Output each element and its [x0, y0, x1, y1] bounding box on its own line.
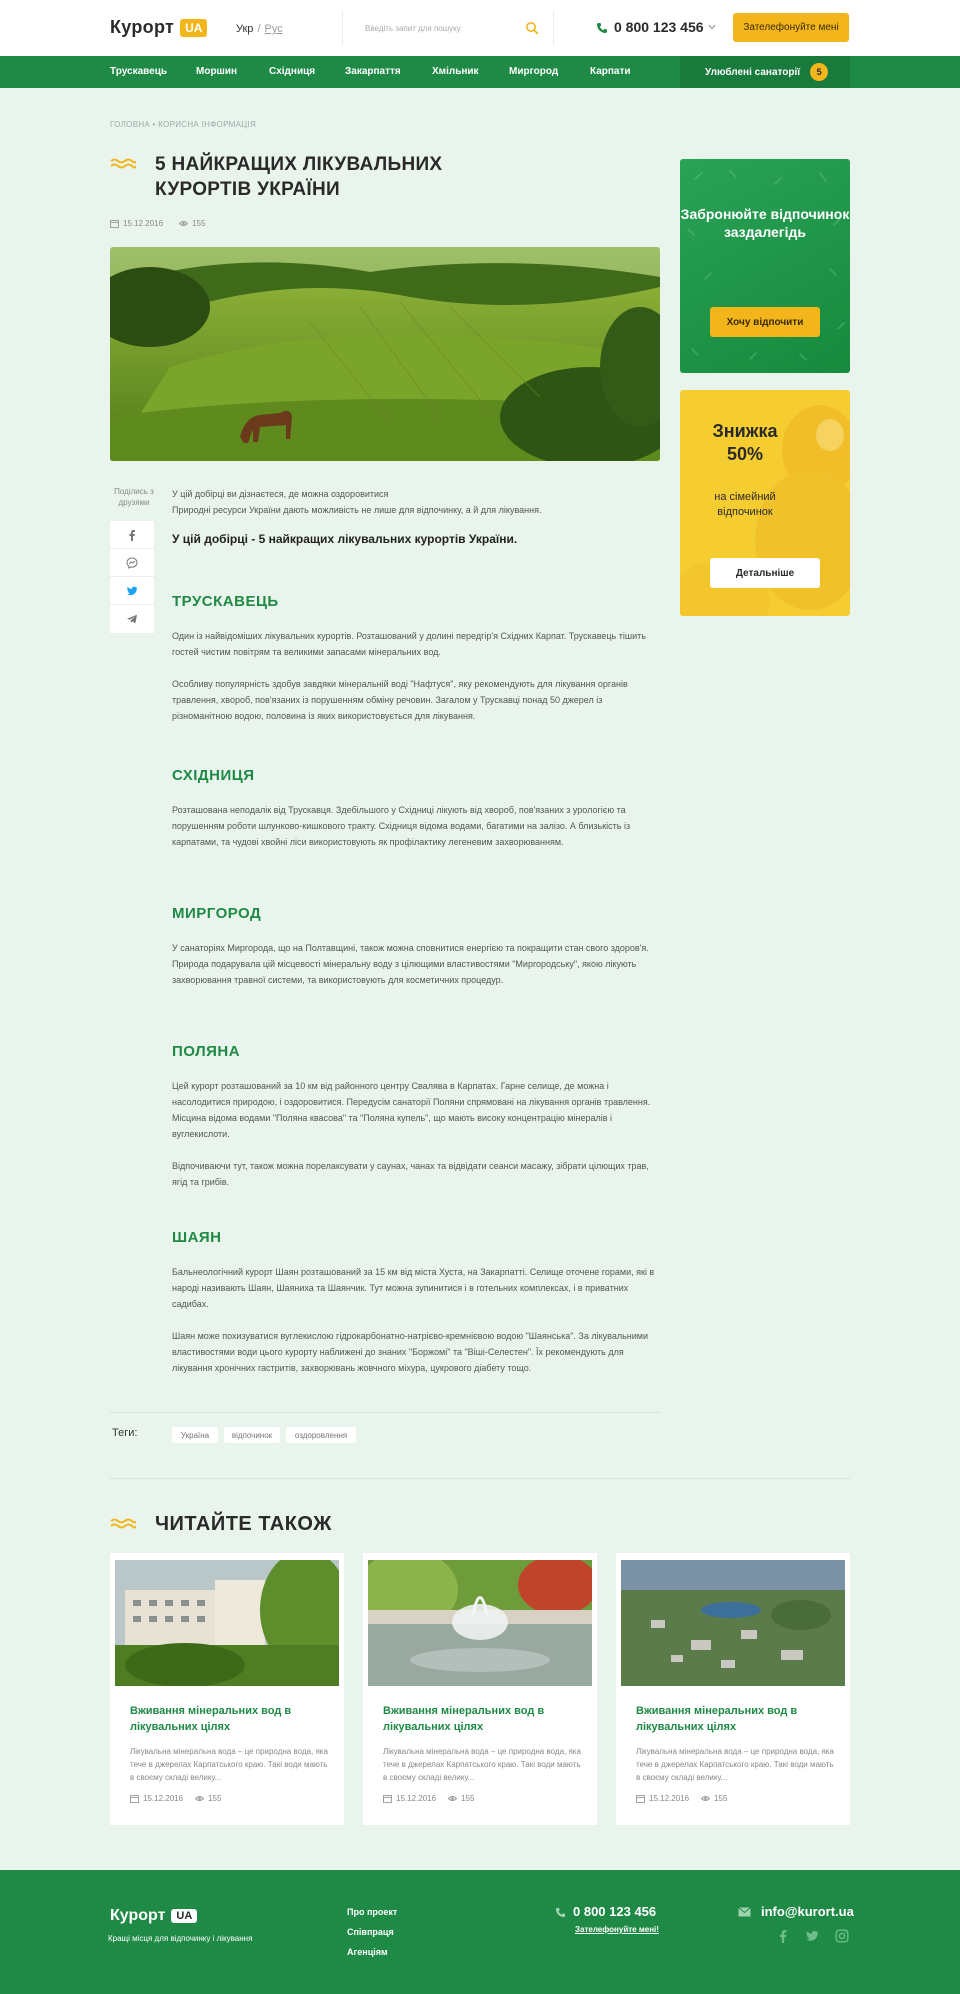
divider [110, 1478, 850, 1479]
wave-icon [110, 1518, 136, 1532]
search-icon[interactable] [525, 21, 539, 35]
card-title[interactable]: Вживання мінеральних вод в лікувальних цілях [130, 1705, 292, 1733]
section-heading-truskavets: ТРУСКАВЕЦЬ [172, 593, 279, 610]
section-paragraph: Бальнеологічний курорт Шаян розташований за 15 км від міста Хуста, на Закарпатті. Селище оточене горами, які в народі називають Шаян, Шаяниха та Шаянчик. Тут можна зупинитися і в готельних комплексах, і в приватних садибах. [172, 1267, 655, 1309]
lang-ukr[interactable]: Укр [236, 23, 254, 35]
footer-link-agencies[interactable]: Агенціям [347, 1947, 388, 1957]
card-meta [636, 1794, 727, 1803]
nav-item-myrhorod[interactable]: Миргород [509, 66, 559, 77]
card-views: 155 [714, 1794, 728, 1803]
share-buttons [110, 521, 154, 633]
footer-logo-text: Курорт [110, 1907, 166, 1924]
section-heading-poliana: ПОЛЯНА [172, 1043, 241, 1060]
breadcrumb[interactable]: ГОЛОВНА • КОРИСНА ІНФОРМАЦІЯ [110, 120, 257, 129]
site-header [0, 0, 960, 56]
card-image-fountain [368, 1560, 592, 1686]
callback-button[interactable]: Зателефонуйте мені [733, 13, 849, 42]
article-intro [172, 486, 662, 518]
share-facebook-button[interactable] [110, 521, 154, 549]
card-excerpt: Лікувальна мінеральна вода – це природна вода, яка тече в джерелах Карпатського краю. Такі води мають в своєму складі велику... [636, 1747, 834, 1782]
logo-text: Курорт [110, 17, 175, 37]
facebook-icon [126, 529, 138, 541]
nav-item-zakarpattia[interactable]: Закарпаття [345, 66, 401, 77]
card-views: 155 [461, 1794, 475, 1803]
article-card[interactable] [363, 1553, 597, 1825]
calendar-icon [130, 1794, 139, 1803]
eye-icon [195, 1794, 204, 1803]
eye-icon [179, 219, 188, 228]
section-paragraph: У санаторіях Миргорода, що на Полтавщині, також можна сповнитися енергією та покращити стан свого здоров'я. Природа подарувала цій місцевості мінеральну воду з цілющими властивостями "Миргородську", якою лікують захворювання травної системи, та використовують для косметичних процедур. [172, 943, 649, 985]
footer-tagline: Кращі місця для відпочинку і лікування [108, 1934, 253, 1943]
favorites-count-badge: 5 [810, 63, 828, 81]
card-title[interactable]: Вживання мінеральних вод в лікувальних цілях [636, 1705, 798, 1733]
card-views: 155 [208, 1794, 222, 1803]
share-label: Поділись з друзями [114, 487, 154, 507]
card-title[interactable]: Вживання мінеральних вод в лікувальних цілях [383, 1705, 545, 1733]
confetti-pattern [680, 159, 850, 373]
read-also-title: ЧИТАЙТЕ ТАКОЖ [155, 1513, 332, 1535]
messenger-icon [126, 557, 138, 569]
card-meta [130, 1794, 221, 1803]
card-date: 15.12.2016 [649, 1794, 690, 1803]
favorites-label: Улюблені санаторії [705, 66, 801, 78]
calendar-icon [636, 1794, 645, 1803]
nav-item-skhidnytsia[interactable]: Східниця [269, 66, 316, 77]
phone-icon [596, 22, 608, 34]
footer-logo-badge: UA [171, 1909, 197, 1923]
hero-image [110, 247, 660, 461]
language-switcher [236, 23, 283, 35]
twitter-icon[interactable] [805, 1929, 819, 1943]
logo-badge: UA [180, 19, 207, 37]
favorites-button[interactable] [680, 56, 850, 88]
card-image-sanatorium [115, 1560, 339, 1686]
share-telegram-button[interactable] [110, 605, 154, 633]
nav-item-khmilnyk[interactable]: Хмільник [432, 66, 479, 77]
eye-icon [448, 1794, 457, 1803]
calendar-icon [110, 219, 119, 228]
share-twitter-button[interactable] [110, 577, 154, 605]
article-meta [110, 219, 205, 228]
lang-rus[interactable]: Рус [264, 23, 283, 35]
section-paragraph: Шаян може похизуватися вуглекислою гідрокарбонатно-натрієво-кремнієвою водою "Шаянська". За лікувальними властивостями води цього курорту наближені до знаних "Боржомі" та "Віші-Селестен". Їх рекомендують для лікування хронічних гастритів, захворювань жовчного міхура, цукрового діабету тощо. [172, 1331, 648, 1373]
tag-health[interactable]: оздоровлення [286, 1427, 356, 1443]
intro-line-2: Природні ресурси України дають можливість не лише для відпочинку, а й для лікування. [172, 505, 542, 515]
promo-booking-card [680, 159, 850, 373]
chevron-down-icon[interactable] [708, 24, 716, 30]
tags-label: Теги: [112, 1427, 138, 1439]
search-input[interactable] [365, 20, 515, 36]
logo[interactable] [110, 17, 207, 38]
tag-rest[interactable]: відпочинок [224, 1427, 280, 1443]
divider [110, 1412, 660, 1413]
section-heading-skhidnytsia: СХІДНИЦЯ [172, 767, 255, 784]
want-rest-button[interactable]: Хочу відпочити [710, 307, 820, 337]
promo-discount-title: Знижка 50% [712, 421, 778, 464]
section-heading-myrhorod: МИРГОРОД [172, 905, 262, 922]
card-excerpt: Лікувальна мінеральна вода – це природна вода, яка тече в джерелах Карпатського краю. Такі води мають в своєму складі велику... [383, 1747, 581, 1782]
details-button[interactable]: Детальніше [710, 558, 820, 588]
site-footer [0, 1870, 960, 1994]
twitter-icon [126, 585, 138, 597]
footer-phone[interactable]: 0 800 123 456 [573, 1904, 657, 1919]
promo-discount-subtitle: на сімейний відпочинок [714, 491, 776, 518]
nav-item-truskavets[interactable]: Трускавець [110, 66, 168, 77]
share-messenger-button[interactable] [110, 549, 154, 577]
footer-link-cooperation[interactable]: Співпраця [347, 1927, 394, 1937]
header-phone[interactable]: 0 800 123 456 [614, 19, 704, 35]
instagram-icon[interactable] [835, 1929, 849, 1943]
eye-icon [701, 1794, 710, 1803]
intro-line-1: У цій добірці ви дізнаєтеся, де можна оздоровитися [172, 489, 389, 499]
article-lead: У цій добірці - 5 найкращих лікувальних курортів України. [172, 532, 518, 546]
article-card[interactable] [616, 1553, 850, 1825]
calendar-icon [383, 1794, 392, 1803]
footer-callback-link[interactable]: Зателефонуйте мені! [575, 1925, 659, 1934]
card-date: 15.12.2016 [396, 1794, 437, 1803]
nav-item-karpaty[interactable]: Карпати [590, 66, 631, 77]
card-meta [383, 1794, 474, 1803]
main-nav [0, 56, 960, 88]
promo-booking-text: Забронюйте відпочинок заздалегідь [680, 206, 850, 240]
footer-link-about[interactable]: Про проект [347, 1907, 398, 1917]
card-date: 15.12.2016 [143, 1794, 184, 1803]
section-paragraph: Цей курорт розташований за 10 км від районного центру Свалява в Карпатах. Гарне селище, де можна і насолодитися природою, і оздоровитися. Передусім санаторії Поляни спрямовані на лікування органів травлення. Місцина відома водами "Поляна квасова" та "Поляна купель", що мають високу концентрацію мінералів і вуглекислоти. [172, 1081, 651, 1139]
nav-item-morshyn[interactable]: Моршин [196, 66, 238, 77]
article-date: 15.12.2016 [123, 219, 164, 228]
phone-icon [555, 1907, 566, 1918]
article-views: 155 [192, 219, 206, 228]
card-excerpt: Лікувальна мінеральна вода – це природна вода, яка тече в джерелах Карпатського краю. Такі води мають в своєму складі велику... [130, 1747, 328, 1782]
section-heading-shaian: ШАЯН [172, 1229, 222, 1246]
wave-icon [110, 158, 136, 172]
footer-logo[interactable] [110, 1907, 197, 1925]
promo-discount-card [680, 390, 850, 616]
section-paragraph: Відпочиваючи тут, також можна порелаксувати у саунах, чанах та відвідати сеанси масажу, зібрати цілющих трав, ягід та грибів. [172, 1161, 649, 1187]
card-image-aerial-town [621, 1560, 845, 1686]
tag-ukraine[interactable]: Україна [172, 1427, 218, 1443]
section-paragraph: Один із найвідоміших лікувальних курортів. Розташований у долині передгір'я Східних Карпат. Трускавець тішить гостей чистим повітрям та великими запасами мінеральних вод. [172, 631, 646, 657]
facebook-icon[interactable] [776, 1929, 790, 1943]
page-title: 5 НАЙКРАЩИХ ЛІКУВАЛЬНИХ КУРОРТІВ УКРАЇНИ [155, 154, 443, 200]
article-card[interactable] [110, 1553, 344, 1825]
mail-icon [738, 1907, 751, 1917]
footer-email[interactable]: info@kurort.ua [761, 1904, 854, 1919]
search-box [342, 10, 554, 46]
lang-separator: / [257, 23, 261, 35]
telegram-icon [126, 613, 138, 625]
section-paragraph: Особливу популярність здобув завдяки мінеральній воді "Нафтуся", яку рекомендують для лікування органів травлення, хвороб, пов'язаних із порушенням обміну речовин. Загалом у Трускавці понад 50 джерел із різноманітною водою, половина із яких використовується для лікування. [172, 679, 628, 721]
section-paragraph: Розташована неподалік від Трускавця. Здебільшого у Східниці лікують від хвороб, пов'язаних з урологією та порушенням роботи шлунково-кишкового тракту. Східниця відома водами, багатими на залізо. А близькість із карпатами, та чудові хвойні ліси використовують як профілактику легеневим захворюванням. [172, 805, 631, 847]
